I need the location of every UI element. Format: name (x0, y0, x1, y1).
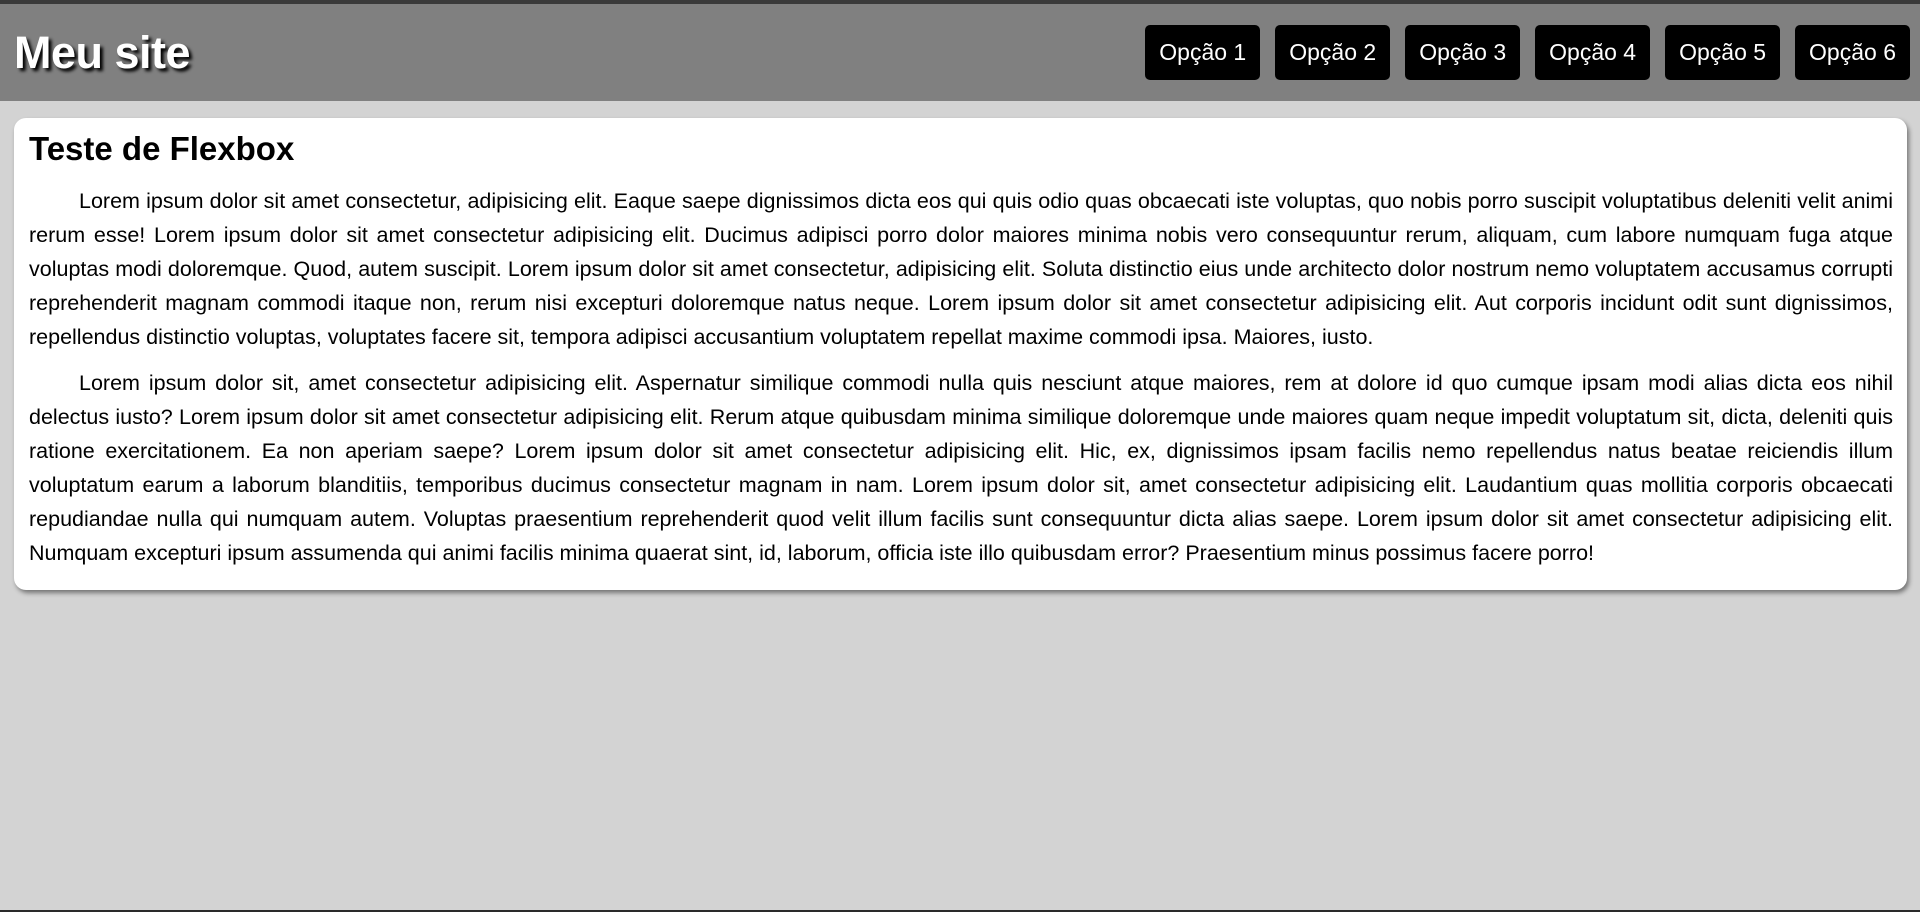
nav-option-3[interactable]: Opção 3 (1405, 25, 1520, 80)
nav-option-4[interactable]: Opção 4 (1535, 25, 1650, 80)
content-paragraph-2: Lorem ipsum dolor sit, amet consectetur adipisicing elit. Aspernatur similique commodi nulla quis nesciunt atque maiores, rem at dolore id quo cumque ipsam modi alias dicta eos nihil delectus iusto? Lorem ipsum dolor sit amet consectetur adipisicing elit. Rerum atque quibusdam minima similique doloremque unde maiores quam neque impedit voluptatum sit, dicta, deleniti quis ratione exercitationem. Ea non aperiam saepe? Lorem ipsum dolor sit amet consectetur adipisicing elit. Hic, ex, dignissimos ipsam facilis nemo repellendus natus beatae reiciendis illum voluptatum earum a laborum blanditiis, temporibus ducimus consectetur magnam in nam. Lorem ipsum dolor sit, amet consectetur adipisicing elit. Laudantium quas mollitia corporis obcaecati repudiandae nulla qui numquam autem. Voluptas praesentium reprehenderit quod velit illum facilis sunt consequuntur dicta alias saepe. Lorem ipsum dolor sit amet consectetur adipisicing elit. Numquam excepturi ipsum assumenda qui animi facilis minima quaerat sint, id, laborum, officia iste illo quibusdam error? Praesentium minus possimus facere porro! (29, 371, 1893, 565)
content-heading: Teste de Flexbox (29, 130, 295, 167)
nav-option-2[interactable]: Opção 2 (1275, 25, 1390, 80)
nav-option-5[interactable]: Opção 5 (1665, 25, 1780, 80)
nav-option-6[interactable]: Opção 6 (1795, 25, 1910, 80)
nav-option-1[interactable]: Opção 1 (1145, 25, 1260, 80)
site-title: Meu site (14, 26, 191, 78)
content-card (14, 118, 1907, 590)
content-paragraph-1: Lorem ipsum dolor sit amet consectetur, adipisicing elit. Eaque saepe dignissimos dicta eos qui quis odio quas obcaecati iste voluptas, quo nobis porro suscipit voluptatibus deleniti velit animi rerum esse! Lorem ipsum dolor sit amet consectetur adipisicing elit. Ducimus adipisci porro dolor maiores minima nobis vero consequuntur rerum, aliquam, cum labore numquam fuga atque voluptas modi doloremque. Quod, autem suscipit. Lorem ipsum dolor sit amet consectetur, adipisicing elit. Soluta distinctio eius unde architecto dolor nostrum nemo voluptatem accusamus corrupti reprehenderit magnam commodi itaque non, rerum nisi excepturi doloremque natus neque. Lorem ipsum dolor sit amet consectetur adipisicing elit. Aut corporis incidunt odit sunt dignissimos, repellendus distinctio voluptas, voluptates facere sit, tempora adipisci accusantium voluptatem repellat maxime commodi ipsa. Maiores, iusto. (29, 189, 1893, 349)
site-header (0, 4, 1920, 101)
main-nav (1145, 25, 1910, 80)
